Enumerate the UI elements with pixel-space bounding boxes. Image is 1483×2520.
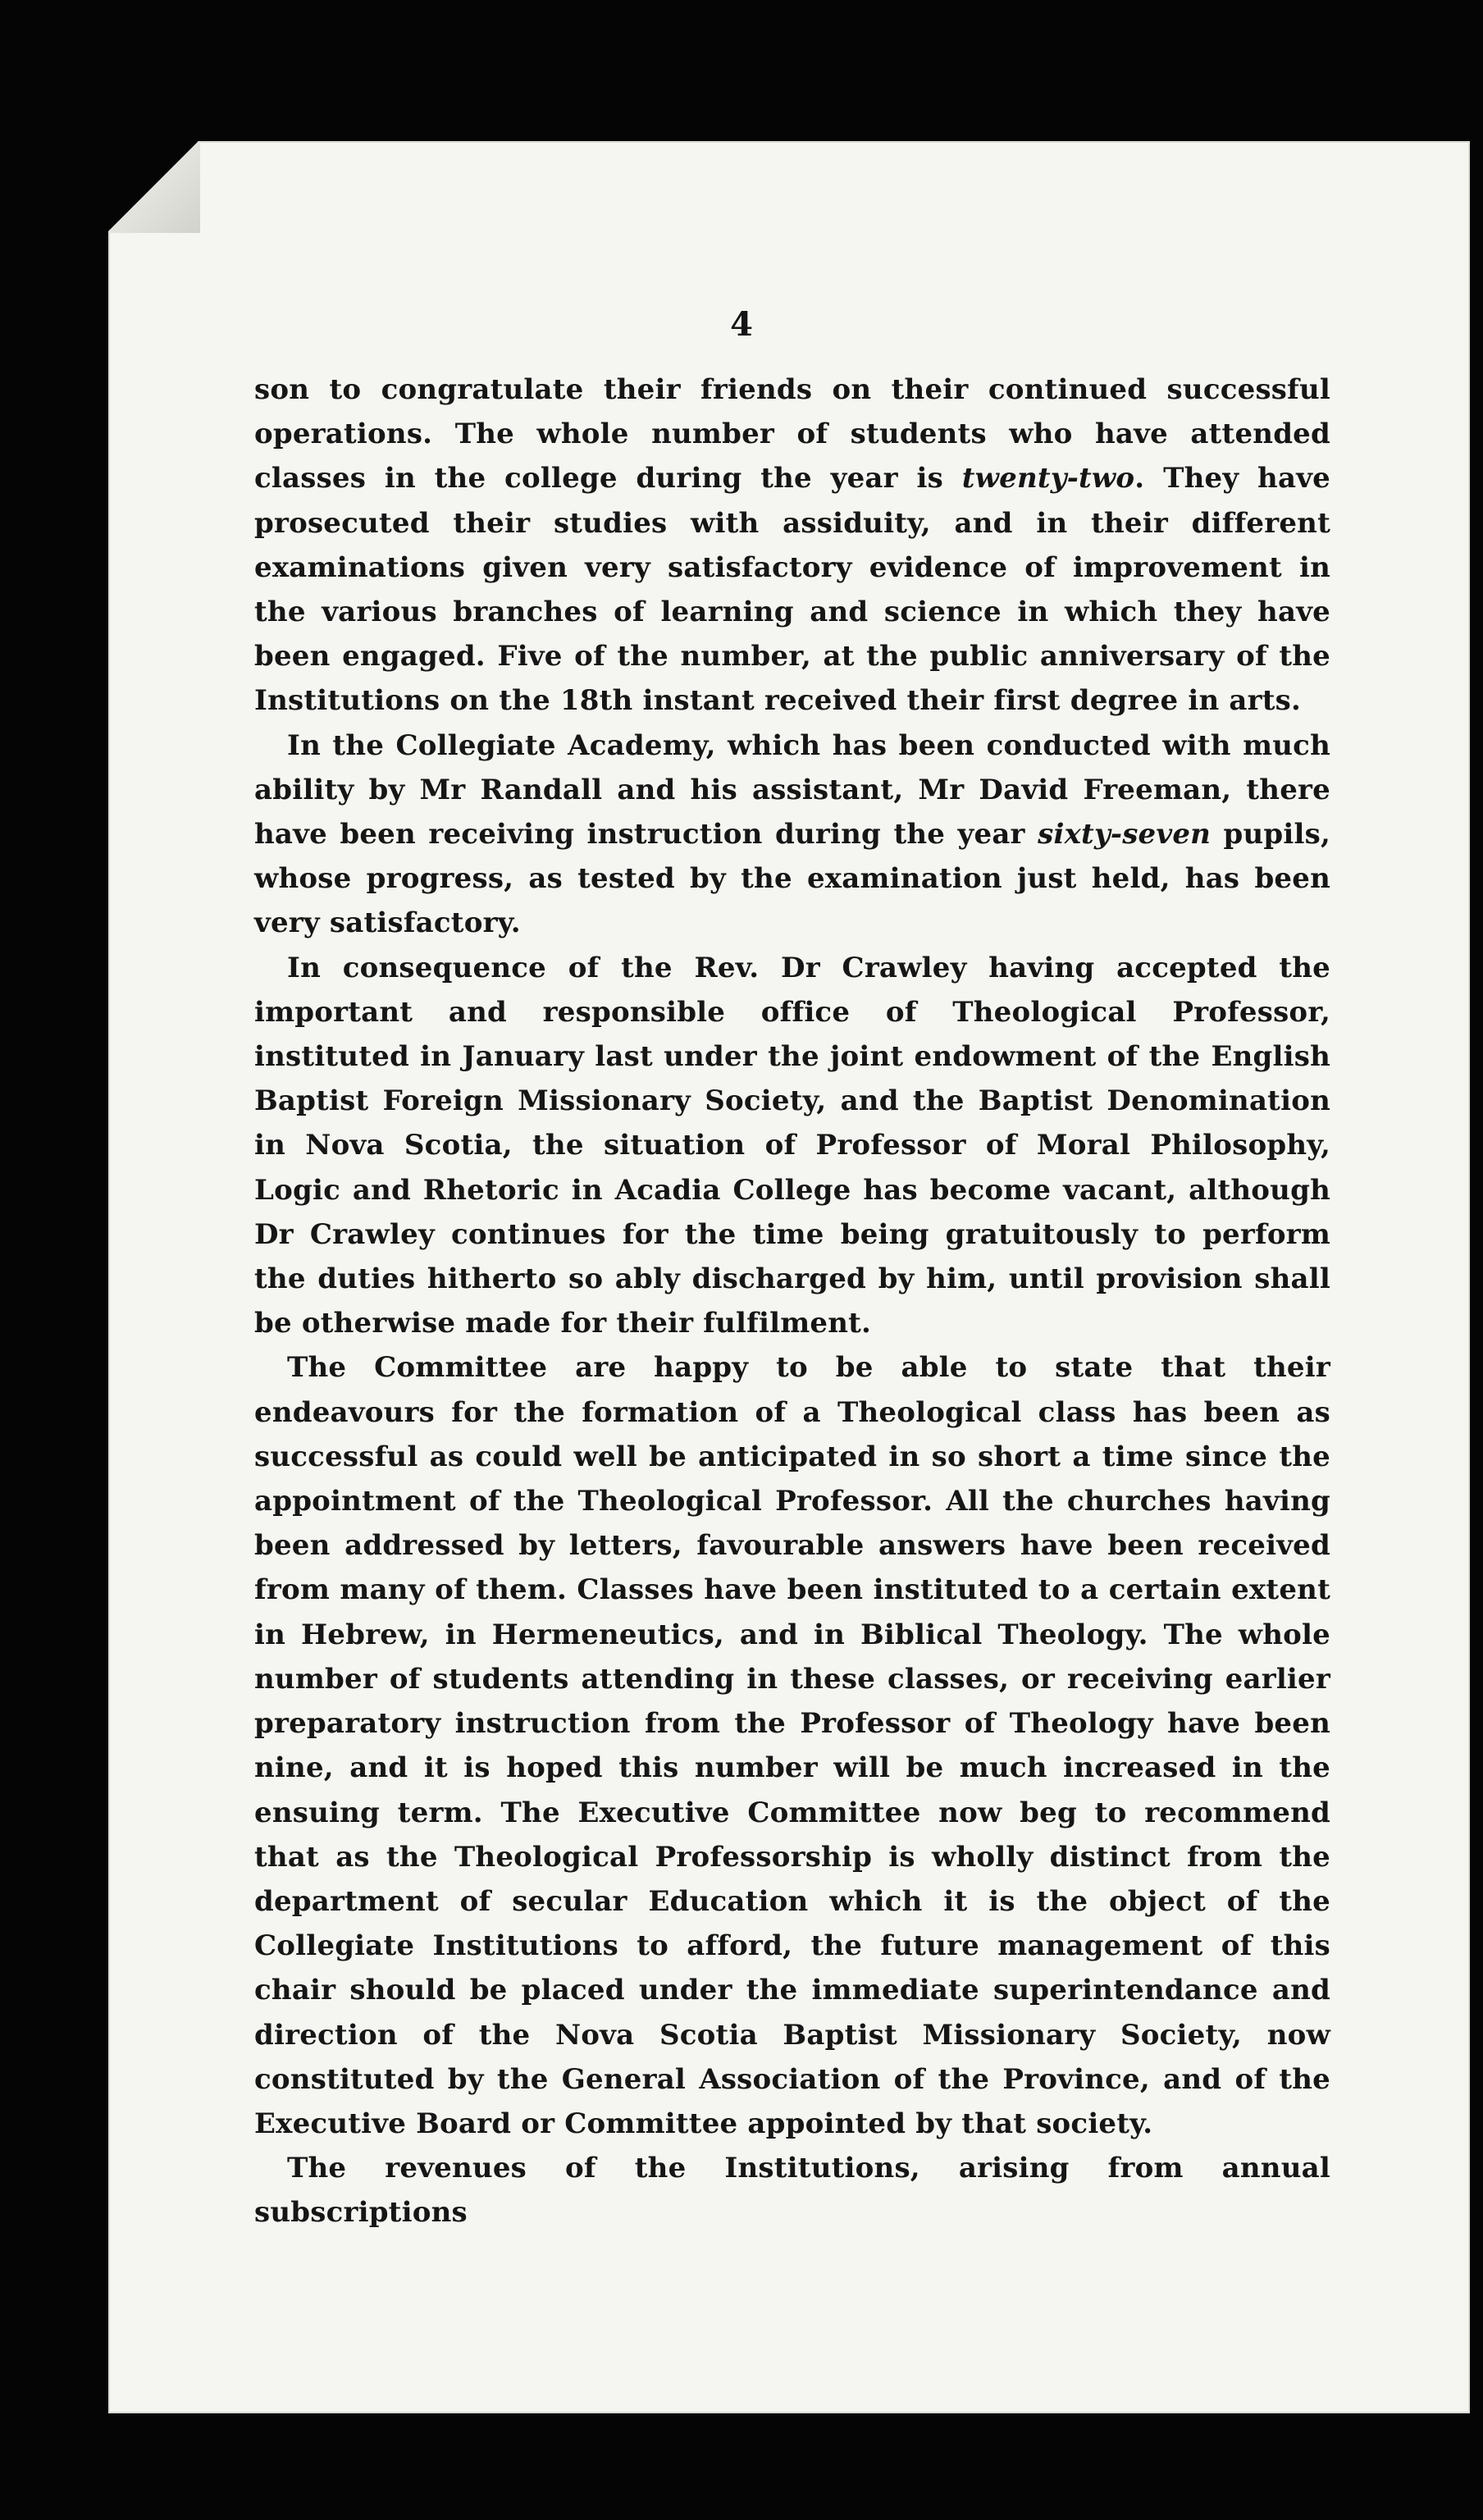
paragraph-text: In the Collegiate Academy, which has been conducted with much ability by Mr Randall and his assistant, Mr David Freeman, there have been receiving instruction during the year — [254, 728, 1330, 851]
page-number: 4 — [730, 305, 753, 344]
paragraph-text: pupils, whose progress, as tested by the examination just held, has been very satisfactory. — [254, 818, 1331, 940]
body-text — [254, 368, 1330, 2235]
paragraph-collegiate-academy — [254, 724, 1330, 946]
paragraph-theological-professor: In consequence of the Rev. Dr Crawley having accepted the important and responsible office of Theological Professor, instituted in January last under the joint endowment of the English Baptist Foreign Missionary Society, and the Baptist Denomination in Nova Scotia, the situation of Professor of Moral Philosophy, Logic and Rhetoric in Acadia College has become vacant, although Dr Crawley continues for the time being gratuitously to perform the duties hitherto so ably discharged by him, until provision shall be otherwise made for their fulfilment. — [254, 951, 1330, 1340]
paragraph-college-students — [254, 368, 1330, 724]
paragraph-text: . They have prosecuted their studies with assiduity, and in their different examinations given very satisfactory evidence of improvement in the various branches of learning and science in which they have been engaged. Five of the number, at the public anniversary of the Institutions on the 18th instant received their first degree in arts. — [254, 462, 1330, 718]
paragraph-revenues: The revenues of the Institutions, arising from annual subscriptions — [254, 2152, 1330, 2230]
paragraph-text: son to congratulate their friends on their continued successful operations. The whole number of students who have attended classes in the college during the year is — [254, 373, 1330, 495]
emphasized-count: sixty-seven — [1038, 818, 1211, 851]
folded-corner — [108, 141, 200, 233]
emphasized-count: twenty-two — [961, 462, 1135, 495]
paragraph-theological-class: The Committee are happy to be able to state that their endeavours for the formation of a Theological class has been as successful as could well be anticipated in so short a time since the appointment of the Theological Professor. All the churches having been addressed by letters, favourable answers have been received from many of them. Classes have been instituted to a certain extent in Hebrew, in Hermeneutics, and in Biblical Theology. The whole number of students attending in these classes, or receiving earlier preparatory instruction from the Professor of Theology have been nine, and it is hoped this number will be much increased in the ensuing term. The Executive Committee now beg to recommend that as the Theological Professorship is wholly distinct from the department of secular Education which it is the object of the Collegiate Institutions to afford, the future management of this chair should be placed under the immediate superintendance and direction of the Nova Scotia Baptist Missionary Society, now constituted by the General Association of the Province, and of the Executive Board or Committee appointed by that society. — [254, 1351, 1330, 2140]
